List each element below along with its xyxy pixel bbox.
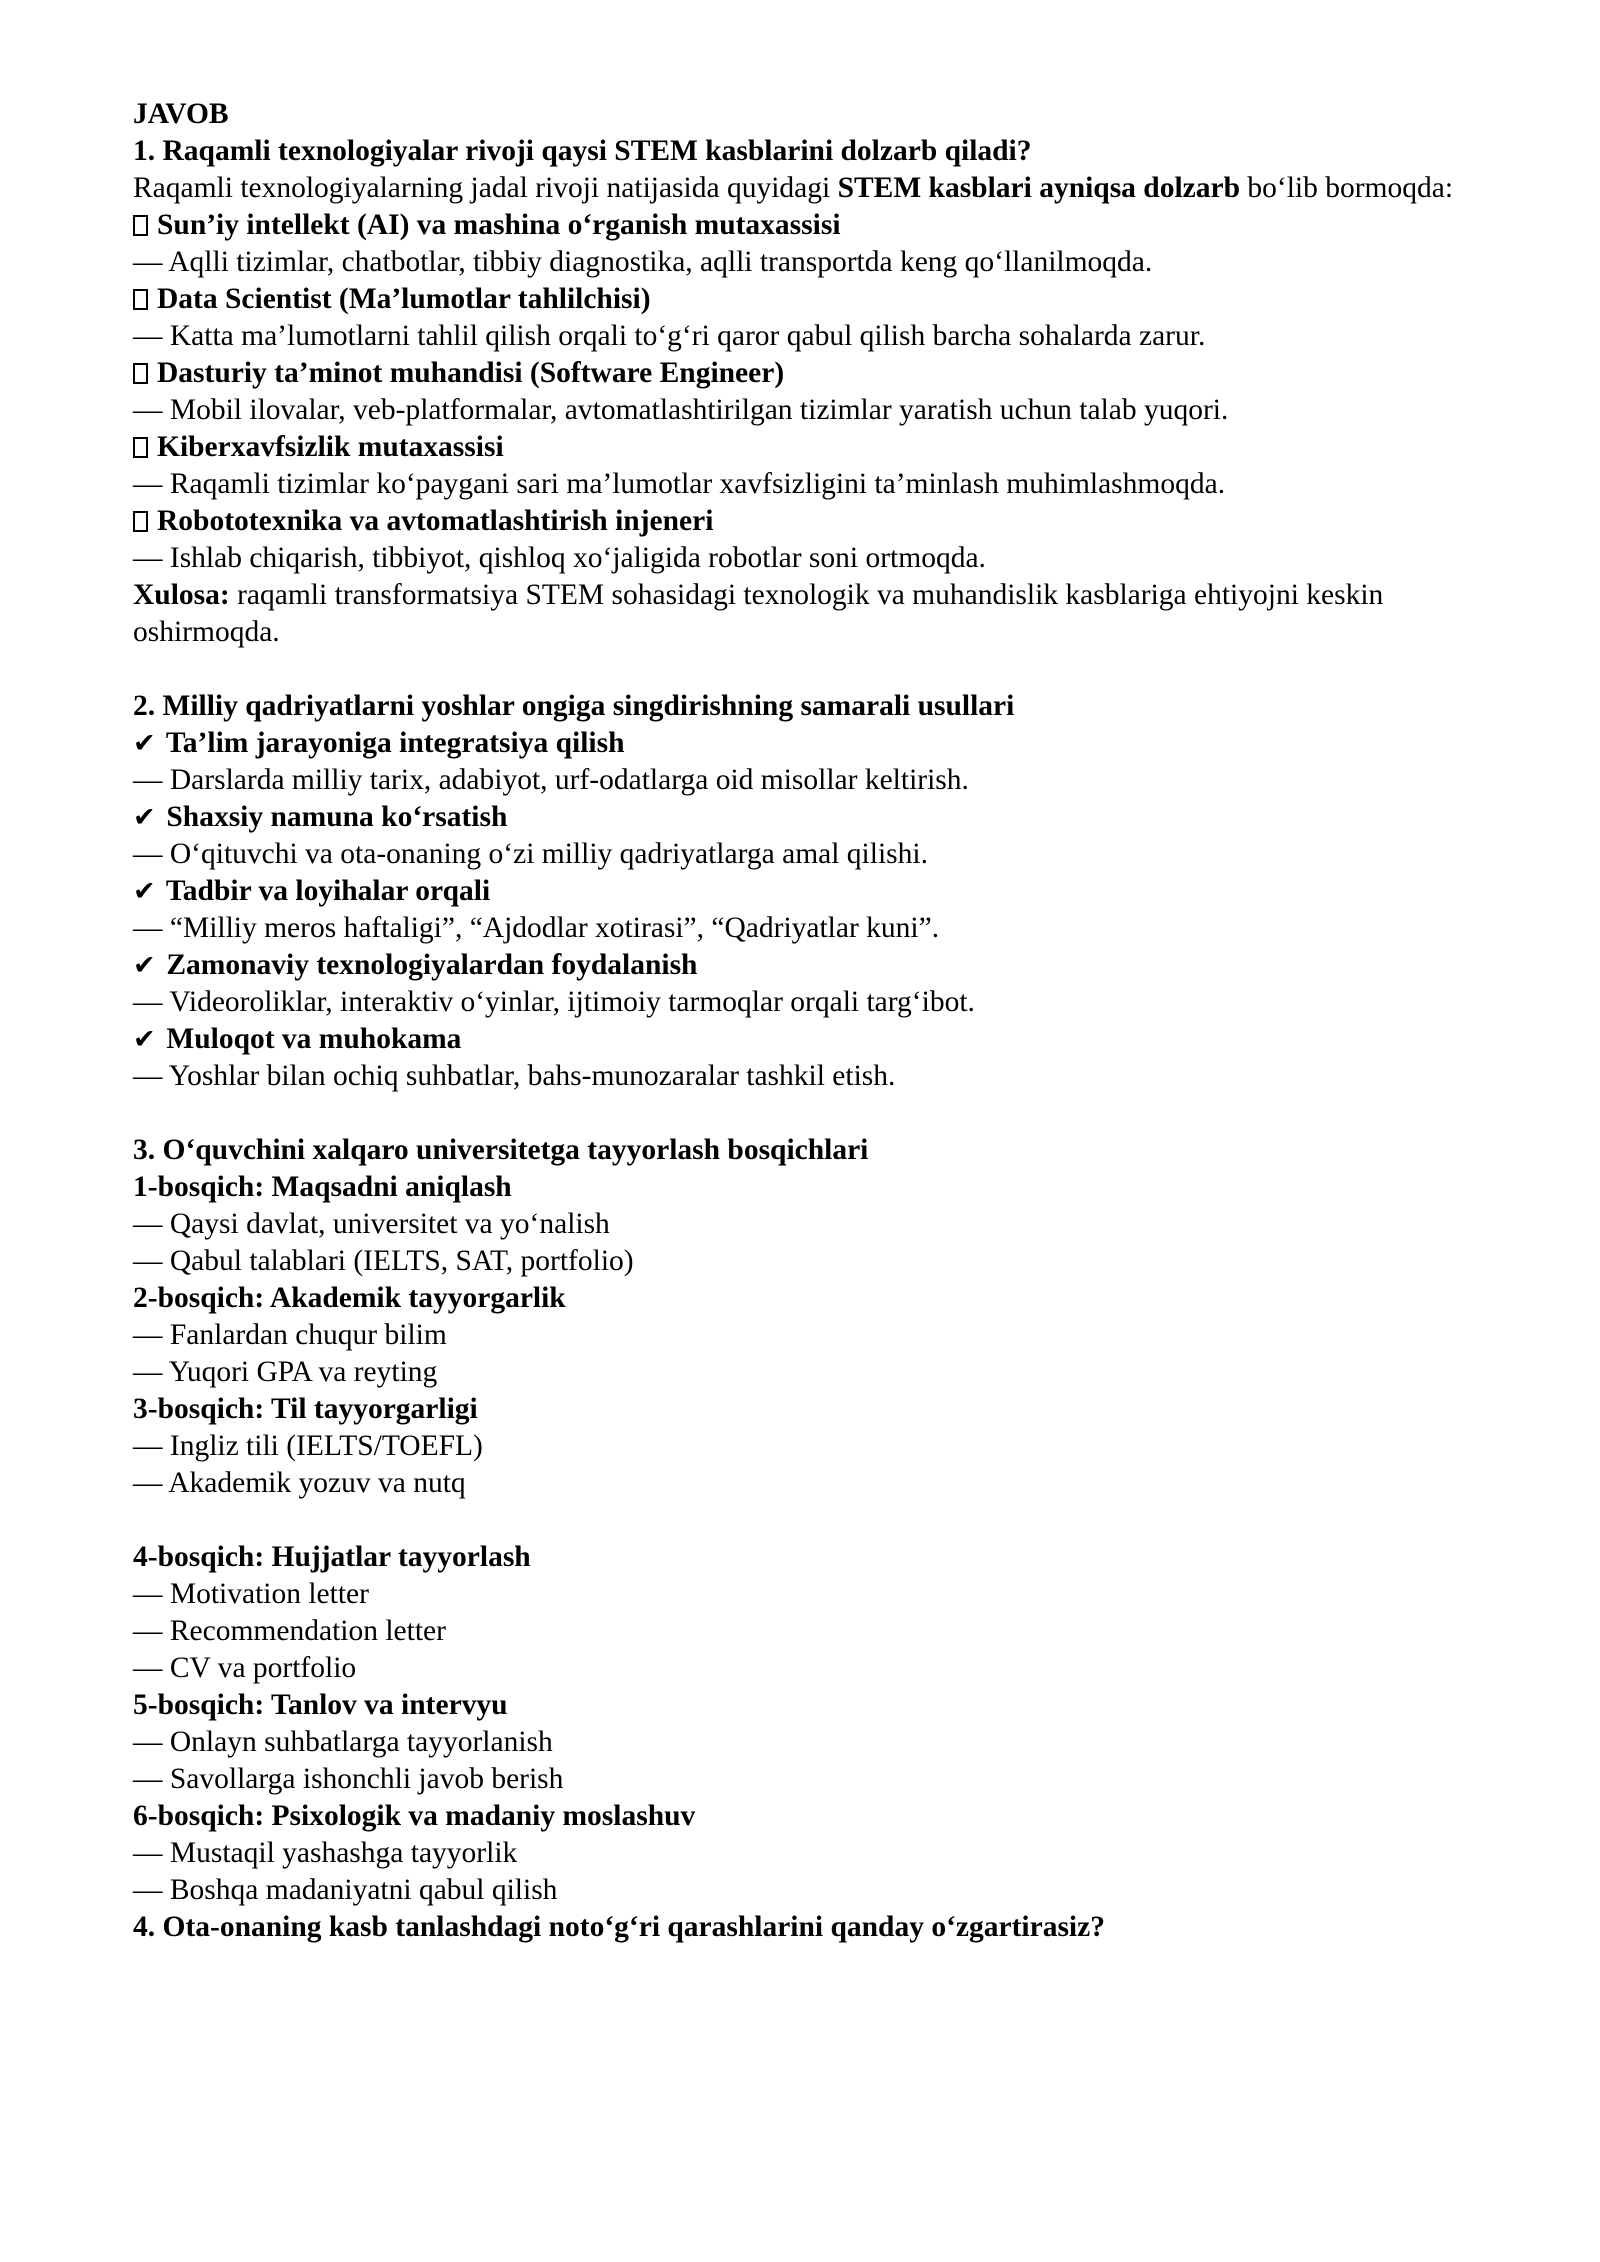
q2-item-title: ✔ Muloqot va muhokama xyxy=(133,1021,1463,1058)
q3-title: 3. O‘quvchini xalqaro universitetga tayyorlash bosqichlari xyxy=(133,1134,869,1166)
q1-intro-text: Raqamli texnologiyalarning jadal rivoji natijasida quyidagi xyxy=(133,172,838,204)
q2-item xyxy=(133,1021,1463,1095)
missing-glyph-icon xyxy=(133,437,148,458)
stage-line: — Qabul talablari (IELTS, SAT, portfolio) xyxy=(133,1245,634,1277)
q2-item-title: ✔ Zamonaviy texnologiyalardan foydalanish xyxy=(133,947,1463,984)
q1-item-title: Kiberxavfsizlik mutaxassisi xyxy=(133,429,1463,466)
conclusion-text: raqamli transformatsiya STEM sohasidagi texnologik va muhandislik kasblariga ehtiyojni keskin oshirmoqda. xyxy=(133,579,1384,648)
stage-title: 3-bosqich: Til tayyorgarligi xyxy=(133,1393,478,1425)
stage-title: 1-bosqich: Maqsadni aniqlash xyxy=(133,1171,512,1203)
q3-stage xyxy=(133,1280,1463,1391)
q2-item-title: ✔ Tadbir va loyihalar orqali xyxy=(133,873,1463,910)
missing-glyph-icon xyxy=(133,363,148,384)
q1-intro xyxy=(133,170,1463,207)
q1-item-desc: — Mobil ilovalar, veb-platformalar, avtomatlashtirilgan tizimlar yaratish uchun talab yuqori. xyxy=(133,394,1229,426)
stage-line: — Savollarga ishonchli javob berish xyxy=(133,1763,564,1795)
q1-intro-bold: STEM kasblari ayniqsa dolzarb xyxy=(837,172,1241,204)
q3-stages-group-a xyxy=(133,1169,1463,1502)
stage-line: — Ingliz tili (IELTS/TOEFL) xyxy=(133,1430,483,1462)
q2-item-desc: — O‘qituvchi va ota-onaning o‘zi milliy qadriyatlarga amal qilishi. xyxy=(133,838,928,870)
checkmark-icon: ✔ xyxy=(133,802,156,833)
stage-line: — Recommendation letter xyxy=(133,1615,446,1647)
stage-line: — Yuqori GPA va reyting xyxy=(133,1356,438,1388)
checkmark-icon: ✔ xyxy=(133,1024,156,1055)
q2-item xyxy=(133,947,1463,1021)
q1-item-desc: — Aqlli tizimlar, chatbotlar, tibbiy diagnostika, aqlli transportda keng qo‘llanilmoqda. xyxy=(133,246,1153,278)
stage-title: 4-bosqich: Hujjatlar tayyorlash xyxy=(133,1541,531,1573)
q3-stages-group-b xyxy=(133,1539,1463,1909)
missing-glyph-icon xyxy=(133,511,148,532)
q1-intro-end: bo‘lib bormoqda: xyxy=(1240,172,1454,204)
q4-title: 4. Ota-onaning kasb tanlashdagi noto‘g‘ri qarashlarini qanday o‘zgartirasiz? xyxy=(133,1911,1105,1943)
q1-item-desc: — Ishlab chiqarish, tibbiyot, qishloq xo‘jaligida robotlar soni ortmoqda. xyxy=(133,542,986,574)
q1-item-desc: — Katta ma’lumotlarni tahlil qilish orqali to‘g‘ri qaror qabul qilish barcha sohalarda zarur. xyxy=(133,320,1206,352)
q2-item-title: ✔ Ta’lim jarayoniga integratsiya qilish xyxy=(133,725,1463,762)
q3-stage xyxy=(133,1391,1463,1502)
stage-line: — Qaysi davlat, universitet va yo‘nalish xyxy=(133,1208,610,1240)
q2-item-desc: — Darslarda milliy tarix, adabiyot, urf-odatlarga oid misollar keltirish. xyxy=(133,764,969,796)
conclusion-label: Xulosa: xyxy=(133,579,230,611)
document-page xyxy=(133,96,1463,1946)
missing-glyph-icon xyxy=(133,289,148,310)
missing-glyph-icon xyxy=(133,215,148,236)
q2-item-desc: — “Milliy meros haftaligi”, “Ajdodlar xotirasi”, “Qadriyatlar kuni”. xyxy=(133,912,940,944)
q2-item xyxy=(133,873,1463,947)
q1-item-desc: — Raqamli tizimlar ko‘paygani sari ma’lumotlar xavfsizligini ta’minlash muhimlashmoqda. xyxy=(133,468,1226,500)
stage-title: 2-bosqich: Akademik tayyorgarlik xyxy=(133,1282,566,1314)
stage-line: — Mustaqil yashashga tayyorlik xyxy=(133,1837,518,1869)
q2-title: 2. Milliy qadriyatlarni yoshlar ongiga singdirishning samarali usullari xyxy=(133,690,1015,722)
q3-stage xyxy=(133,1798,1463,1909)
q3-stage xyxy=(133,1169,1463,1280)
q2-item xyxy=(133,799,1463,873)
q1-item xyxy=(133,355,1463,429)
q2-item-title: ✔ Shaxsiy namuna ko‘rsatish xyxy=(133,799,1463,836)
q2-item xyxy=(133,725,1463,799)
checkmark-icon: ✔ xyxy=(133,950,156,981)
q2-item-desc: — Yoshlar bilan ochiq suhbatlar, bahs-munozaralar tashkil etish. xyxy=(133,1060,896,1092)
q1-item-title: Robototexnika va avtomatlashtirish injeneri xyxy=(133,503,1463,540)
q2-item-desc: — Videoroliklar, interaktiv o‘yinlar, ijtimoiy tarmoqlar orqali targ‘ibot. xyxy=(133,986,975,1018)
checkmark-icon: ✔ xyxy=(133,876,156,907)
q1-item-title: Data Scientist (Ma’lumotlar tahlilchisi) xyxy=(133,281,1463,318)
q1-item-title: Sun’iy intellekt (AI) va mashina o‘rganish mutaxassisi xyxy=(133,207,1463,244)
stage-line: — CV va portfolio xyxy=(133,1652,357,1684)
heading: JAVOB xyxy=(133,98,229,130)
stage-line: — Motivation letter xyxy=(133,1578,369,1610)
q1-conclusion xyxy=(133,577,1463,651)
q1-item xyxy=(133,429,1463,503)
stage-title: 6-bosqich: Psixologik va madaniy moslashuv xyxy=(133,1800,696,1832)
q1-title: 1. Raqamli texnologiyalar rivoji qaysi STEM kasblarini dolzarb qiladi? xyxy=(133,135,1032,167)
q1-item xyxy=(133,281,1463,355)
q3-stage xyxy=(133,1539,1463,1687)
q3-stage xyxy=(133,1687,1463,1798)
q2-list xyxy=(133,725,1463,1095)
stage-line: — Boshqa madaniyatni qabul qilish xyxy=(133,1874,558,1906)
stage-line: — Onlayn suhbatlarga tayyorlanish xyxy=(133,1726,553,1758)
q1-item-title: Dasturiy ta’minot muhandisi (Software Engineer) xyxy=(133,355,1463,392)
stage-line: — Fanlardan chuqur bilim xyxy=(133,1319,447,1351)
q1-item xyxy=(133,503,1463,577)
checkmark-icon: ✔ xyxy=(133,728,156,759)
q1-list xyxy=(133,207,1463,577)
q1-item xyxy=(133,207,1463,281)
stage-title: 5-bosqich: Tanlov va intervyu xyxy=(133,1689,508,1721)
stage-line: — Akademik yozuv va nutq xyxy=(133,1467,466,1499)
